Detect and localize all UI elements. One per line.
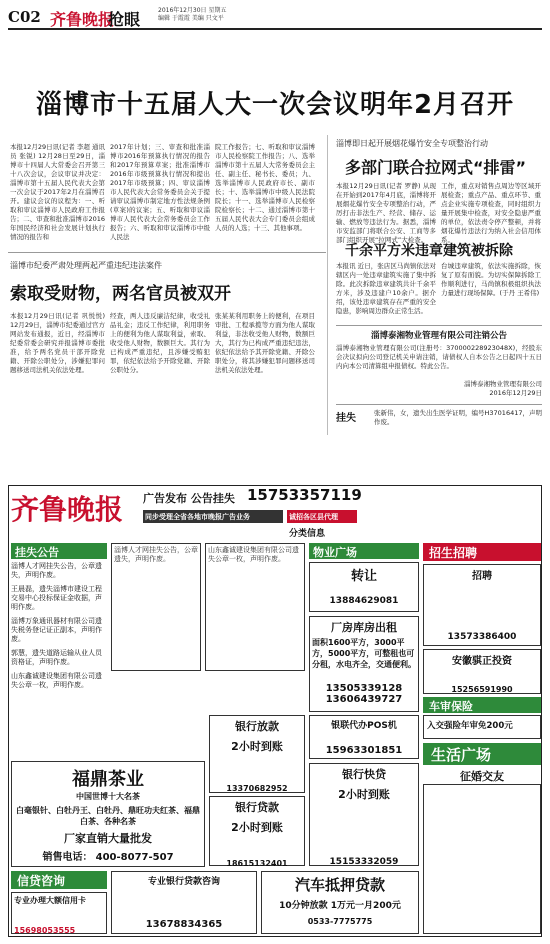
section-divider	[8, 252, 326, 253]
tea-phone-label: 销售电话：	[42, 852, 93, 863]
factory-phone: 13505339128	[325, 683, 403, 694]
notice-box	[336, 325, 542, 435]
recruit-head: 招生招聘	[423, 543, 541, 561]
tea-logo: 福鼎茶业	[72, 769, 144, 790]
factory-ad	[309, 616, 419, 712]
car-head: 车审保险	[423, 697, 541, 713]
loss-notice	[336, 404, 542, 429]
security-phone: 15256591990	[451, 685, 513, 694]
list-item: 淄博人才网挂失公告，公章遗失，声明作废。	[11, 562, 102, 579]
classified-slogan: 广告发布 公告挂失	[143, 492, 235, 505]
middle-story-kicker: 淄博市纪委严肃处理两起严重违纪违法案件	[10, 261, 162, 270]
info-head: 信贷咨询	[11, 871, 107, 889]
list-item: 王晨磊，遗失淄博市建设工程交易中心投标保证金收据，声明作废。	[11, 585, 102, 611]
notice-text: 淄博泰湘物业管理有限公司(注册号：370000228923048X)，经股东会决议拟向公司登记机关申请注销，请债权人自本公告之日起四十五日内向本公司清算组申报债权。特此公告。	[336, 344, 542, 370]
notice-signature: 淄博泰湘物业管理有限公司	[464, 380, 542, 388]
loan3-phone: 13678834365	[145, 919, 223, 930]
dating-ads	[423, 784, 541, 934]
loan2-phone: 18615132401	[226, 859, 288, 868]
info-ad	[11, 892, 107, 934]
middle-story-col2: 经查，两人违反廉洁纪律，收受礼品礼金；违反工作纪律，利用职务上的便利为他人谋取利益，索取、收受他人财物，数额巨大。其行为已构成严重违纪，且涉嫌受贿犯罪，依纪依法给予开除党籍、开除公职处分。	[110, 312, 210, 374]
column-divider	[327, 135, 328, 435]
dating-title: 征婚交友	[460, 770, 504, 783]
loss-label: 挂失	[336, 413, 356, 424]
list-item: 山东鑫诚建设集团有限公司遗失公章一枚，声明作废。	[11, 672, 102, 689]
transfer-ad	[309, 562, 419, 612]
middle-story-col3: 张某某利用职务上的便利，在项目审批、工程承揽等方面为他人谋取利益，非法收受他人财物，数额巨大，其行为已构成严重违纪违法，依纪依法给予其开除党籍、开除公职处分，将其涉嫌犯罪问题移送司法机关依法处理。	[215, 312, 315, 374]
transfer-title: 转让	[350, 569, 377, 584]
right-story1-kicker: 淄博即日起开展烟花爆竹安全专项整治行动	[336, 139, 488, 148]
pos-phone: 15963301851	[325, 745, 403, 756]
factory-title: 厂房库房出租	[331, 621, 397, 634]
right-story1-col2: 工作，重点对销售点周边等区域开展检查；重点产品、重点环节、重点企业实施专项检查，同时组织力量开展集中检查，对安全隐患严重的单位，依法责令停产整顿，并将烟花爆竹违法行为纳入社会信用体系。	[441, 182, 541, 244]
newspaper-logo: 齐鲁晚报	[50, 10, 115, 29]
right-story1-title: 多部门联合拉网式“排雷”	[345, 158, 527, 177]
notice-list	[11, 562, 107, 758]
tea-phone-row	[15, 848, 201, 863]
ad-block	[205, 543, 305, 671]
loan4-subtitle: 10分钟放款 1万元一月200元	[279, 901, 401, 911]
lead-headline: 淄博市十五届人大一次会议明年2月召开	[35, 90, 515, 120]
classified-slogan2: 同步受理全省各地市晚报广告业务	[143, 510, 283, 523]
middle-story-title: 索取受财物，两名官员被双开	[10, 284, 231, 304]
page-number: C02	[8, 8, 41, 26]
info-title: 专业办理大额信用卡	[14, 896, 86, 905]
security-ad	[423, 649, 541, 694]
life-head: 生活广场	[423, 743, 541, 765]
classified-slogan4: 分类信息	[289, 529, 326, 539]
header-meta: 2016年12月30日 星期五 编辑 于霞霞 美编 只文平	[158, 7, 227, 22]
recruit-phone: 13573386400	[447, 632, 517, 642]
ad-block	[111, 543, 201, 671]
transfer-phone: 13884629081	[329, 596, 399, 606]
loan1-title: 银行放款	[235, 720, 279, 733]
ad-text: 山东鑫诚建设集团有限公司遗失公章一枚，声明作废。	[208, 546, 299, 563]
loan3-title: 专业银行贷款咨询	[147, 877, 220, 887]
loan5-phone: 15153332059	[329, 857, 399, 867]
tea-phone: 400-8077-507	[95, 852, 174, 863]
list-item: 郭慧，遗失道路运输从业人员资格证，声明作废。	[11, 649, 102, 666]
recruit-title: 招聘	[472, 571, 492, 582]
recruit-ad	[423, 564, 541, 646]
factory-phone-2: 13606439727	[325, 694, 403, 705]
list-item: 淄博万象通讯器材有限公司遗失税务登记证正副本，声明作废。	[11, 617, 102, 643]
page-header	[8, 4, 542, 30]
car-ad: 入交强险年审免200元	[423, 715, 541, 739]
logistics-head: 物业广场	[309, 543, 419, 559]
right-story2-title: 千余平方米违章建筑被拆除	[345, 243, 513, 259]
loan2-title: 银行贷款	[235, 801, 279, 814]
tea-slogan: 厂家直销大量批发	[64, 832, 152, 845]
notice-title: 淄博泰湘物业管理有限公司注销公告	[370, 331, 507, 341]
lead-col-3: 院工作报告；七、听取和审议淄博市人民检察院工作报告；八、选举淄博市第十五届人大常务委员会主任、副主任、秘书长、委员；九、选举淄博市人民政府市长、副市长；十、选举淄博市中级人民法院院长；十一、选举淄博市人民检察院检察长；十二、通过淄博市第十五届人民代表大会专门委员会组成人员的人选；十三、其他事项。	[215, 143, 315, 232]
loan2-ad	[209, 796, 305, 866]
loan5-subtitle: 2小时到账	[338, 788, 390, 801]
right-story1-col1: 本报12月29日讯(记者 罗静) 从现在开始到2017年4月底，淄博将开展烟花爆竹安全专项整治行动，严厉打击非法生产、经营、储存、运输、燃放等违法行为。据悉，淄博市安监部门将联合公安、工商等多部门组织开展“拉网式”大检查。	[336, 182, 436, 244]
loan1-phone: 13370682952	[226, 784, 288, 793]
tea-products: 白毫银针、白牡丹王、白牡丹、鼎旺功夫红茶、福鼎白茶、各种名茶	[16, 806, 200, 826]
middle-story-col1: 本报12月29日讯(记者 巩悦悦) 12月29日，淄博市纪委通过官方网站发布通报，近日，经淄博市纪委常委会研究并报淄博市委批准，给予两名党员干部开除党籍、开除公职处分，涉嫌犯罪问题移送司法机关依法处理。	[10, 312, 105, 374]
loan5-title: 银行快贷	[342, 768, 386, 781]
classified-slogan3: 诚招各区县代理	[287, 510, 357, 523]
lead-col-1: 本报12月29日讯(记者 李超 通讯员 张锐) 12月28日至29日，淄博市十四届人大常委会召开第三十八次会议，会议审议并决定：淄博市第十五届人民代表大会第一次会议于2017年2月在淄博召开。建议会议的议程为：一、听取和审议淄博市人民政府工作报告；二、审查和批准淄博市2016年国民经济和社会发展计划执行情况的报告和	[10, 143, 105, 241]
right-story2-col2: 台城违章建筑，依法实施拆除，恢复了原有面貌。为切实保障拆除工作顺利进行，马尚镇积极组织执法力量进行现场保障。(于丹 王希伟)	[441, 262, 541, 297]
loan3-ad	[111, 871, 257, 934]
security-title: 安徽骐正投资	[452, 656, 512, 667]
loan4-ad	[261, 871, 419, 934]
pos-title: 银联代办POS机	[331, 721, 397, 731]
section-name: 抢眼	[108, 10, 141, 29]
ad-text: 淄博人才网挂失公告，公章遗失，声明作废。	[114, 546, 198, 563]
tea-subtitle: 中国世博十大名茶	[76, 792, 140, 801]
loan5-ad	[309, 763, 419, 866]
loan1-subtitle: 2小时到账	[231, 740, 283, 753]
lead-col-2: 2017年计划；三、审查和批准淄博市2016年预算执行情况的报告和2017年预算草案；批准淄博市2016年市级预算执行情况和提出2017年市级预算；四、审议淄博市人民代表大会常务委员会关于提请审议淄博市制定地方性法规条例(草案)的议案；五、听取和审议淄博市人民代表大会常务委员会工作报告；六、听取和审议淄博市中级人民法	[110, 143, 210, 241]
factory-text: 面积1600平方，3000平方，5000平方，可整租也可分租，水电齐全，交通便利。	[312, 638, 416, 669]
notice-column-head: 挂失公告	[11, 543, 107, 559]
classified-logo: 齐鲁晚报	[11, 493, 124, 526]
classified-phone: 15753357119	[247, 486, 362, 504]
loan4-title: 汽车抵押贷款	[294, 876, 385, 894]
loan1-ad	[209, 715, 305, 793]
classified-area	[8, 485, 542, 937]
loan2-subtitle: 2小时到账	[231, 821, 283, 834]
tea-ad	[11, 761, 205, 867]
loss-text: 张新伟，女，遗失出生医学证明，编号H37016417，声明作废。	[374, 409, 542, 426]
loan4-phone: 0533-7775775	[307, 917, 373, 926]
info-phone: 15698053555	[14, 926, 76, 935]
right-story2-col1: 本报讯 近日，张店区马尚镇依法对辖区内一处违章建筑实施了集中拆除。此次拆除违章建筑共计千余平方米，涉及违建户10余户。据介绍，该处违章建筑存在严重的安全隐患，影响周边群众正常生活。	[336, 262, 436, 315]
notice-date: 2016年12月29日	[489, 389, 542, 397]
pos-ad	[309, 715, 419, 759]
